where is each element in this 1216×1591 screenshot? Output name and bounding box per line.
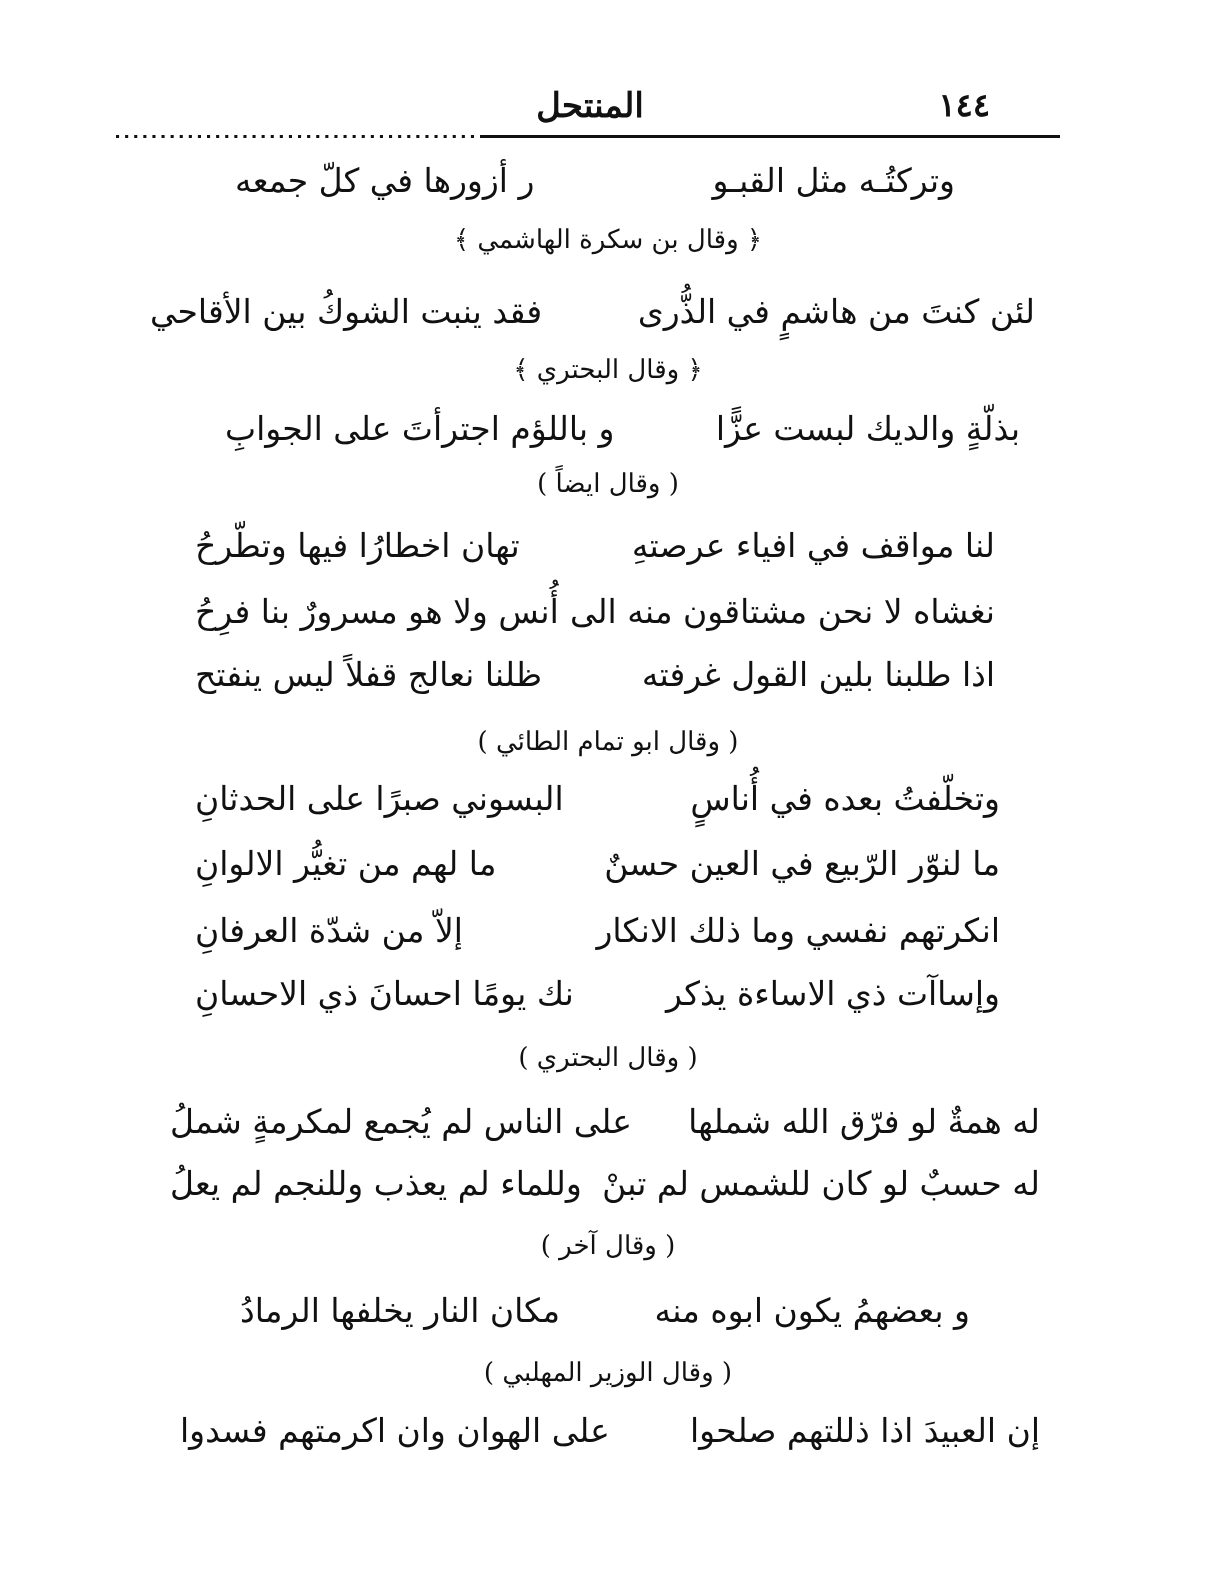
verse-line xyxy=(180,1405,1040,1455)
verse-first-hemistich: بذلّةٍ والديك لبست عزًّا xyxy=(715,408,1020,448)
verse-second-hemistich: على الناس لم يُجمع لمكرمةٍ شملُ xyxy=(170,1101,632,1141)
verse-first-hemistich: وتركتُـه مثل القبـو xyxy=(712,160,955,200)
verse-line xyxy=(195,838,1000,888)
verse-second-hemistich: إلاّ من شدّة العرفانِ xyxy=(195,910,463,950)
verse-first-hemistich: و بعضهمُ يكون ابوه منه xyxy=(654,1290,970,1330)
verse-first-hemistich: إن العبيدَ اذا ذللتهم صلحوا xyxy=(689,1410,1040,1450)
verse-second-hemistich: ما لهم من تغيُّر الالوانِ xyxy=(195,843,497,883)
verse-second-hemistich: مكان النار يخلفها الرمادُ xyxy=(240,1290,561,1330)
verse-line xyxy=(195,520,995,570)
verse-first-hemistich: له حسبٌ لو كان للشمس لم تبنْ xyxy=(602,1163,1040,1203)
verse-first-hemistich: اذا طلبنا بلين القول غرفته xyxy=(641,654,995,694)
verse-first-hemistich: لئن كنتَ من هاشمٍ في الذُّرى xyxy=(637,291,1035,331)
verse-line xyxy=(240,1285,970,1335)
verse-line xyxy=(170,1096,1040,1146)
section-heading: ( وقال ابو تمام الطائي ) xyxy=(477,727,739,757)
verse-second-hemistich: على الهوان وان اكرمتهم فسدوا xyxy=(180,1410,610,1450)
verse-first-hemistich: لنا مواقف في افياء عرصتهِ xyxy=(631,525,995,565)
verse-second-hemistich: أُنس ولا هو مسرورٌ بنا فرِحُ xyxy=(195,591,559,631)
verse-first-hemistich: انكرتهم نفسي وما ذلك الانكار xyxy=(596,910,1000,950)
verse-line xyxy=(195,968,1000,1018)
verse-line xyxy=(195,905,1000,955)
section-heading: ( وقال البحتري ) xyxy=(518,1043,698,1073)
verse-first-hemistich: ما لنوّر الرّبيع في العين حسنٌ xyxy=(604,843,1000,883)
verse-second-hemistich: ر أزورها في كلّ جمعه xyxy=(235,160,535,200)
section-heading: ( وقال ايضاً ) xyxy=(537,469,679,499)
verse-first-hemistich: وتخلّفتُ بعده في أُناسٍ xyxy=(690,778,1000,818)
verse-second-hemistich: ظلنا نعالج قفلاً ليس ينفتح xyxy=(195,654,543,694)
verse-second-hemistich: نك يومًا احسانَ ذي الاحسانِ xyxy=(195,973,574,1013)
verse-first-hemistich: وإساآت ذي الاساءة يذكر xyxy=(666,973,1000,1013)
verse-second-hemistich: فقد ينبت الشوكُ بين الأقاحي xyxy=(150,291,543,331)
verse-line xyxy=(195,773,1000,823)
verse-second-hemistich: و باللؤم اجترأتَ على الجوابِ xyxy=(225,408,615,448)
verse-second-hemistich: وللماء لم يعذب وللنجم لم يعلُ xyxy=(170,1163,582,1203)
verse-second-hemistich: تهان اخطارُا فيها وتطّرحُ xyxy=(195,525,520,565)
verse-line xyxy=(195,586,995,636)
verse-line xyxy=(225,403,1020,453)
page-number: ١٤٤ xyxy=(938,86,990,124)
section-heading: ﴿ وقال البحتري ﴾ xyxy=(513,355,703,385)
running-title: المنتحل xyxy=(536,86,644,126)
verse-first-hemistich: له همةٌ لو فرّق الله شملها xyxy=(688,1101,1040,1141)
section-heading: ( وقال الوزير المهلبي ) xyxy=(483,1358,733,1388)
verse-line xyxy=(150,286,1035,336)
verse-first-hemistich: نغشاه لا نحن مشتاقون منه الى xyxy=(569,591,995,631)
verse-line xyxy=(235,155,955,205)
section-heading: ( وقال آخر ) xyxy=(540,1231,676,1261)
verse-line xyxy=(195,649,995,699)
verse-line xyxy=(170,1158,1040,1208)
section-heading: ﴿ وقال بن سكرة الهاشمي ﴾ xyxy=(453,225,763,255)
verse-second-hemistich: البسوني صبرًا على الحدثانِ xyxy=(195,778,564,818)
